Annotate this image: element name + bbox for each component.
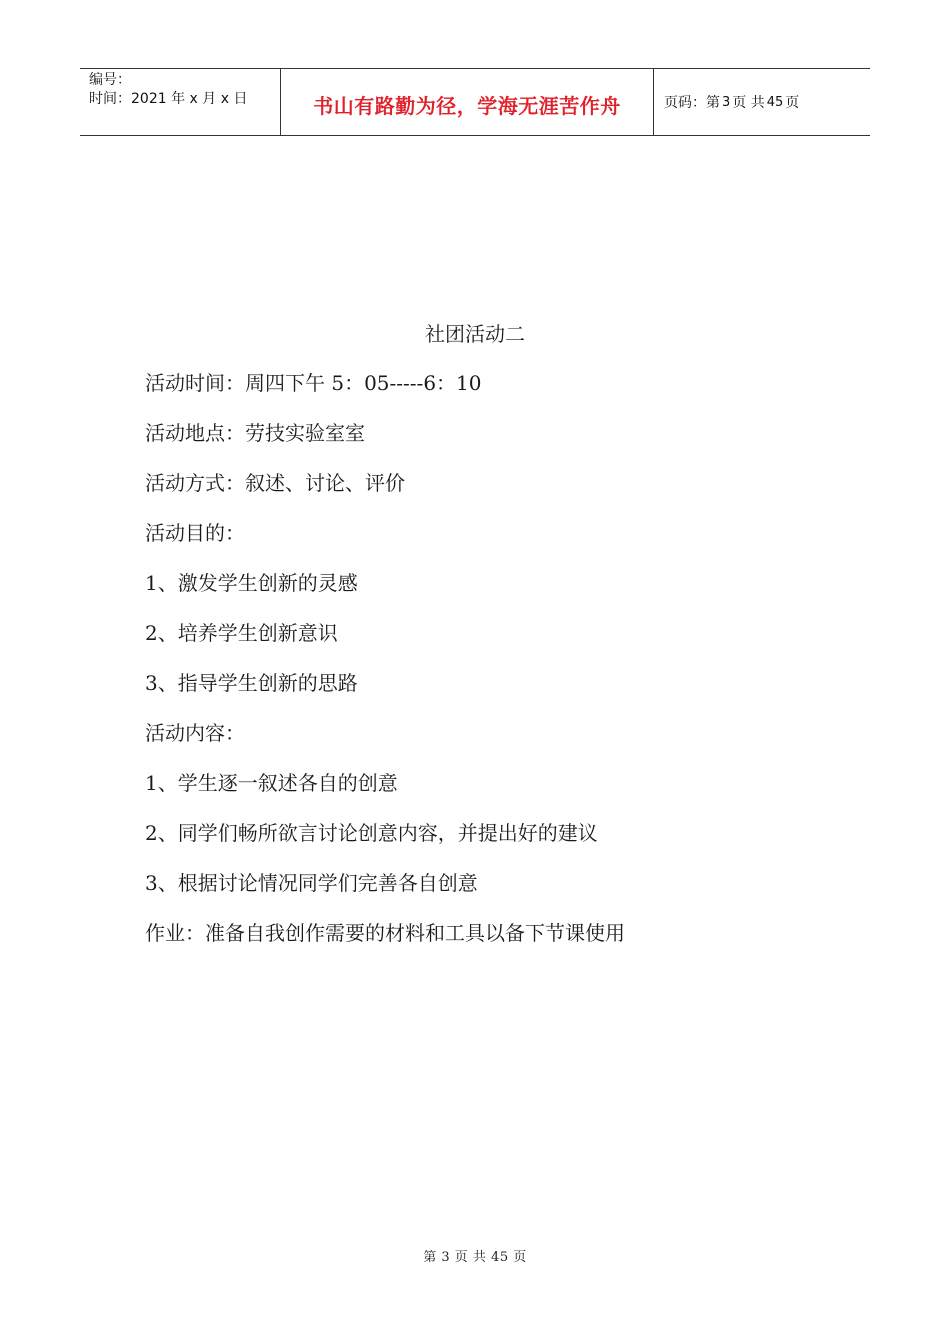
code-label: 编号：	[89, 72, 131, 88]
document-title: 社团活动二	[425, 322, 525, 346]
header-motto-cell	[281, 69, 654, 135]
activity-method-line: 活动方式：叙述、讨论、评价	[145, 471, 405, 495]
page-current: 3	[722, 94, 731, 110]
activity-purpose-heading: 活动目的：	[145, 521, 245, 545]
homework-line: 作业：准备自我创作需要的材料和工具以备下节课使用	[145, 921, 625, 945]
purpose-item-1: 1、激发学生创新的灵感	[145, 571, 358, 595]
activity-content-heading: 活动内容：	[145, 721, 245, 745]
content-item-2: 2、同学们畅所欲言讨论创意内容，并提出好的建议	[145, 821, 598, 845]
page-footer: 第 3 页 共 45 页	[423, 1250, 527, 1265]
content-item-1: 1、学生逐一叙述各自的创意	[145, 771, 398, 795]
purpose-item-2: 2、培养学生创新意识	[145, 621, 338, 645]
activity-time-line: 活动时间：周四下午 5：05-----6：10	[145, 371, 482, 395]
page-prefix: 页码：第	[664, 95, 720, 111]
content-item-3: 3、根据讨论情况同学们完善各自创意	[145, 871, 478, 895]
header-meta-cell	[80, 69, 281, 135]
header-page-cell	[654, 69, 870, 135]
page-total: 45	[766, 94, 784, 110]
page-suffix: 页	[785, 95, 800, 111]
activity-location-line: 活动地点：劳技实验室室	[145, 421, 365, 445]
page-header	[80, 68, 870, 136]
page-mid: 页 共	[732, 95, 765, 111]
time-label: 时间：2021 年 x 月 x 日	[89, 91, 248, 107]
motto-text: 书山有路勤为径，学海无涯苦作舟	[313, 93, 621, 118]
document-body	[145, 368, 845, 968]
purpose-item-3: 3、指导学生创新的思路	[145, 671, 358, 695]
